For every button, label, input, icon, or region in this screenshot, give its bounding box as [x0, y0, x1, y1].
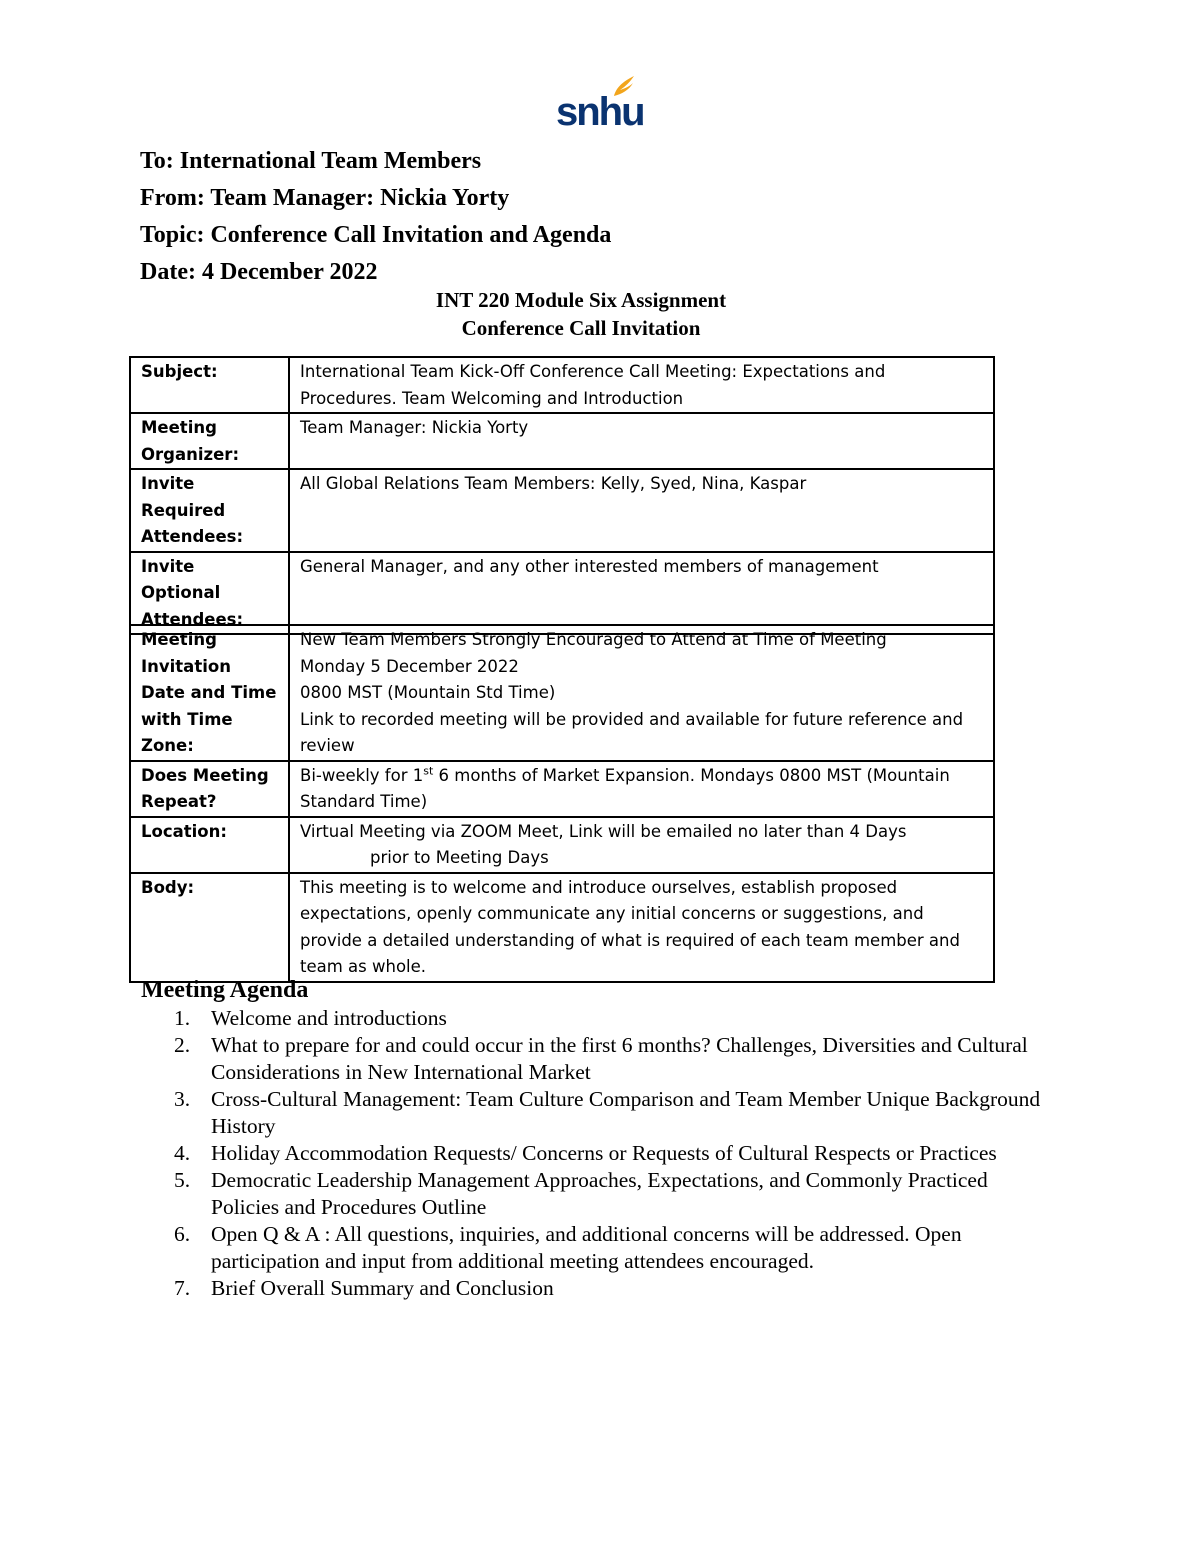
subject-value: International Team Kick-Off Conference Call Meeting: Expectations and Procedures. Team Welcoming and Introduction [289, 357, 994, 413]
location-label: Location: [130, 817, 289, 873]
repeat-ordinal: st [423, 764, 434, 777]
organizer-label: Meeting Organizer: [130, 413, 289, 469]
repeat-text-start: Bi-weekly for 1 [300, 765, 424, 785]
list-item-text: Holiday Accommodation Requests/ Concerns or Requests of Cultural Respects or Practices [211, 1141, 997, 1165]
meeting-schedule-table [129, 624, 995, 983]
invitation-title: Conference Call Invitation [461, 316, 701, 340]
optional-attendees-label: Invite Optional Attendees: [130, 552, 289, 635]
logo-wordmark: snhu [556, 90, 644, 134]
subject-label: Subject: [130, 357, 289, 413]
repeat-label: Does Meeting Repeat? [130, 761, 289, 817]
required-attendees-label: Invite Required Attendees: [130, 469, 289, 552]
memo-date: Date: 4 December 2022 [140, 259, 378, 285]
list-item [138, 1140, 1048, 1167]
list-item [138, 1032, 1048, 1086]
body-label: Body: [130, 873, 289, 982]
list-item [138, 1275, 1048, 1302]
body-value: This meeting is to welcome and introduce ourselves, establish proposed expectations, openly communicate any initial concerns or suggestions, and provide a detailed understanding of what is required of each team member and team as whole. [289, 873, 994, 982]
organizer-value: Team Manager: Nickia Yorty [289, 413, 994, 469]
location-line-indented: prior to Meeting Days [370, 848, 549, 867]
memo-to: To: International Team Members [140, 148, 482, 174]
list-item-text: What to prepare for and could occur in the first 6 months? Challenges, Diversities and Cultural Considerations in New International Market [211, 1033, 1028, 1084]
table-row [130, 817, 994, 873]
repeat-text-end: 6 months of Market Expansion. Mondays 0800 MST (Mountain Standard Time) [300, 765, 950, 811]
list-item-text: Democratic Leadership Management Approaches, Expectations, and Commonly Practiced Policies and Procedures Outline [211, 1168, 988, 1219]
optional-attendees-value: General Manager, and any other interested members of management [289, 552, 994, 635]
invitation-details-table [129, 356, 995, 635]
list-item-number: 7. [174, 1276, 191, 1300]
list-item [138, 1086, 1048, 1140]
list-item [138, 1005, 1048, 1032]
table-row [130, 552, 994, 635]
memo-header [140, 143, 611, 291]
table-row [130, 469, 994, 552]
list-item-text: Brief Overall Summary and Conclusion [211, 1276, 554, 1300]
datetime-line: 0800 MST (Mountain Std Time) [300, 683, 556, 702]
list-item-number: 5. [174, 1168, 191, 1192]
list-item-number: 2. [174, 1033, 191, 1057]
snhu-logo [556, 74, 644, 134]
memo-topic: Topic: Conference Call Invitation and Agenda [140, 222, 612, 248]
list-item-text: Welcome and introductions [211, 1006, 447, 1030]
datetime-value [289, 625, 994, 761]
datetime-line: New Team Members Strongly Encouraged to Attend at Time of Meeting [300, 630, 887, 649]
location-line: Virtual Meeting via ZOOM Meet, Link will be emailed no later than 4 Days [300, 821, 907, 841]
agenda-heading: Meeting Agenda [141, 977, 309, 1003]
required-attendees-value: All Global Relations Team Members: Kelly, Syed, Nina, Kaspar [289, 469, 994, 552]
assignment-title: INT 220 Module Six Assignment [435, 288, 727, 312]
list-item-number: 4. [174, 1141, 191, 1165]
memo-from: From: Team Manager: Nickia Yorty [140, 185, 510, 211]
agenda-list [138, 1005, 1048, 1302]
table-row [130, 761, 994, 817]
datetime-line: Monday 5 December 2022 [300, 656, 519, 676]
table-row [130, 625, 994, 761]
location-value [289, 817, 994, 873]
datetime-line: Link to recorded meeting will be provided and available for future reference and review [300, 709, 964, 755]
table-row [130, 413, 994, 469]
list-item-text: Cross-Cultural Management: Team Culture Comparison and Team Member Unique Background History [211, 1087, 1041, 1138]
datetime-label: Meeting Invitation Date and Time with Time Zone: [130, 625, 289, 761]
repeat-value [289, 761, 994, 817]
list-item [138, 1167, 1048, 1221]
list-item-number: 6. [174, 1222, 191, 1246]
list-item [138, 1221, 1048, 1275]
table-row [130, 873, 994, 982]
list-item-text: Open Q & A : All questions, inquiries, and additional concerns will be addressed. Open participation and input from additional meeting attendees encouraged. [211, 1222, 962, 1273]
table-row [130, 357, 994, 413]
list-item-number: 1. [174, 1006, 191, 1030]
document-titles [0, 286, 1162, 342]
list-item-number: 3. [174, 1087, 191, 1111]
